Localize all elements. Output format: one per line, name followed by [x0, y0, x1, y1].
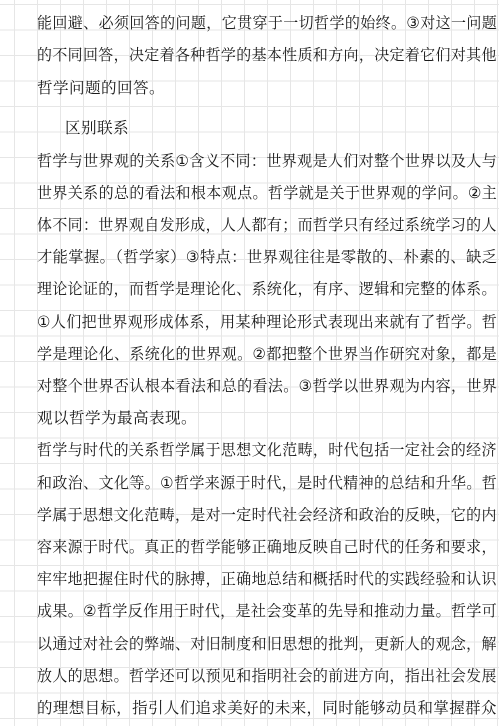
text-line: 成果。②哲学反作用于时代，是社会变革的先导和推动力量。哲学可 [37, 602, 498, 620]
text-line: 的不同回答，决定着各种哲学的基本性质和方向，决定着它们对其他 [37, 46, 497, 64]
text-line: 能回避、必须回答的问题，它贯穿于一切哲学的始终。③对这一问题 [37, 14, 498, 32]
text-line: 哲学与时代的关系哲学属于思想文化范畴，时代包括一定社会的经济 [37, 441, 497, 459]
text-line: 观以哲学为最高表现。 [37, 409, 197, 427]
text-line: 哲学问题的回答。 [37, 79, 165, 97]
text-line: 容来源于时代。真正的哲学能够正确地反映自己时代的任务和要求， [37, 538, 497, 556]
text-line: 才能掌握。（哲学家）③特点：世界观往往是零散的、朴素的、缺乏 [37, 248, 498, 266]
text-line: 理论论证的，而哲学是理论化、系统化，有序、逻辑和完整的体系。 [37, 280, 497, 298]
text-line: 以通过对社会的弊端、对旧制度和旧思想的批判，更新人的观念，解 [37, 635, 497, 653]
text-line: ①人们把世界观形成体系，用某种理论形式表现出来就有了哲学。哲 [37, 313, 498, 331]
text-line: 学是理论化、系统化的世界观。②都把整个世界当作研究对象，都是 [37, 345, 498, 363]
text-line: 对整个世界否认根本看法和总的看法。③哲学以世界观为内容，世界 [37, 377, 498, 395]
text-line: 和政治、文化等。①哲学来源于时代，是时代精神的总结和升华。哲 [37, 474, 498, 492]
text-line: 学属于思想文化范畴，是对一定时代社会经济和政治的反映，它的内 [37, 506, 497, 524]
text-line: 牢牢地把握住时代的脉搏，正确地总结和概括时代的实践经验和认识 [37, 570, 497, 588]
text-line: 放人的思想。哲学还可以预见和指明社会的前进方向，指出社会发展 [37, 667, 497, 685]
text-line: 哲学与世界观的关系①含义不同：世界观是人们对整个世界以及人与 [37, 152, 498, 170]
text-line: 体不同：世界观自发形成，人人都有；而哲学只有经过系统学习的人 [37, 216, 497, 234]
section-heading: 区别联系 [65, 119, 129, 137]
text-line: 世界关系的总的看法和根本观点。哲学就是关于世界观的学问。②主 [37, 184, 498, 202]
text-line: 的理想目标，指引人们追求美好的未来，同时能够动员和掌握群众 [37, 699, 497, 717]
